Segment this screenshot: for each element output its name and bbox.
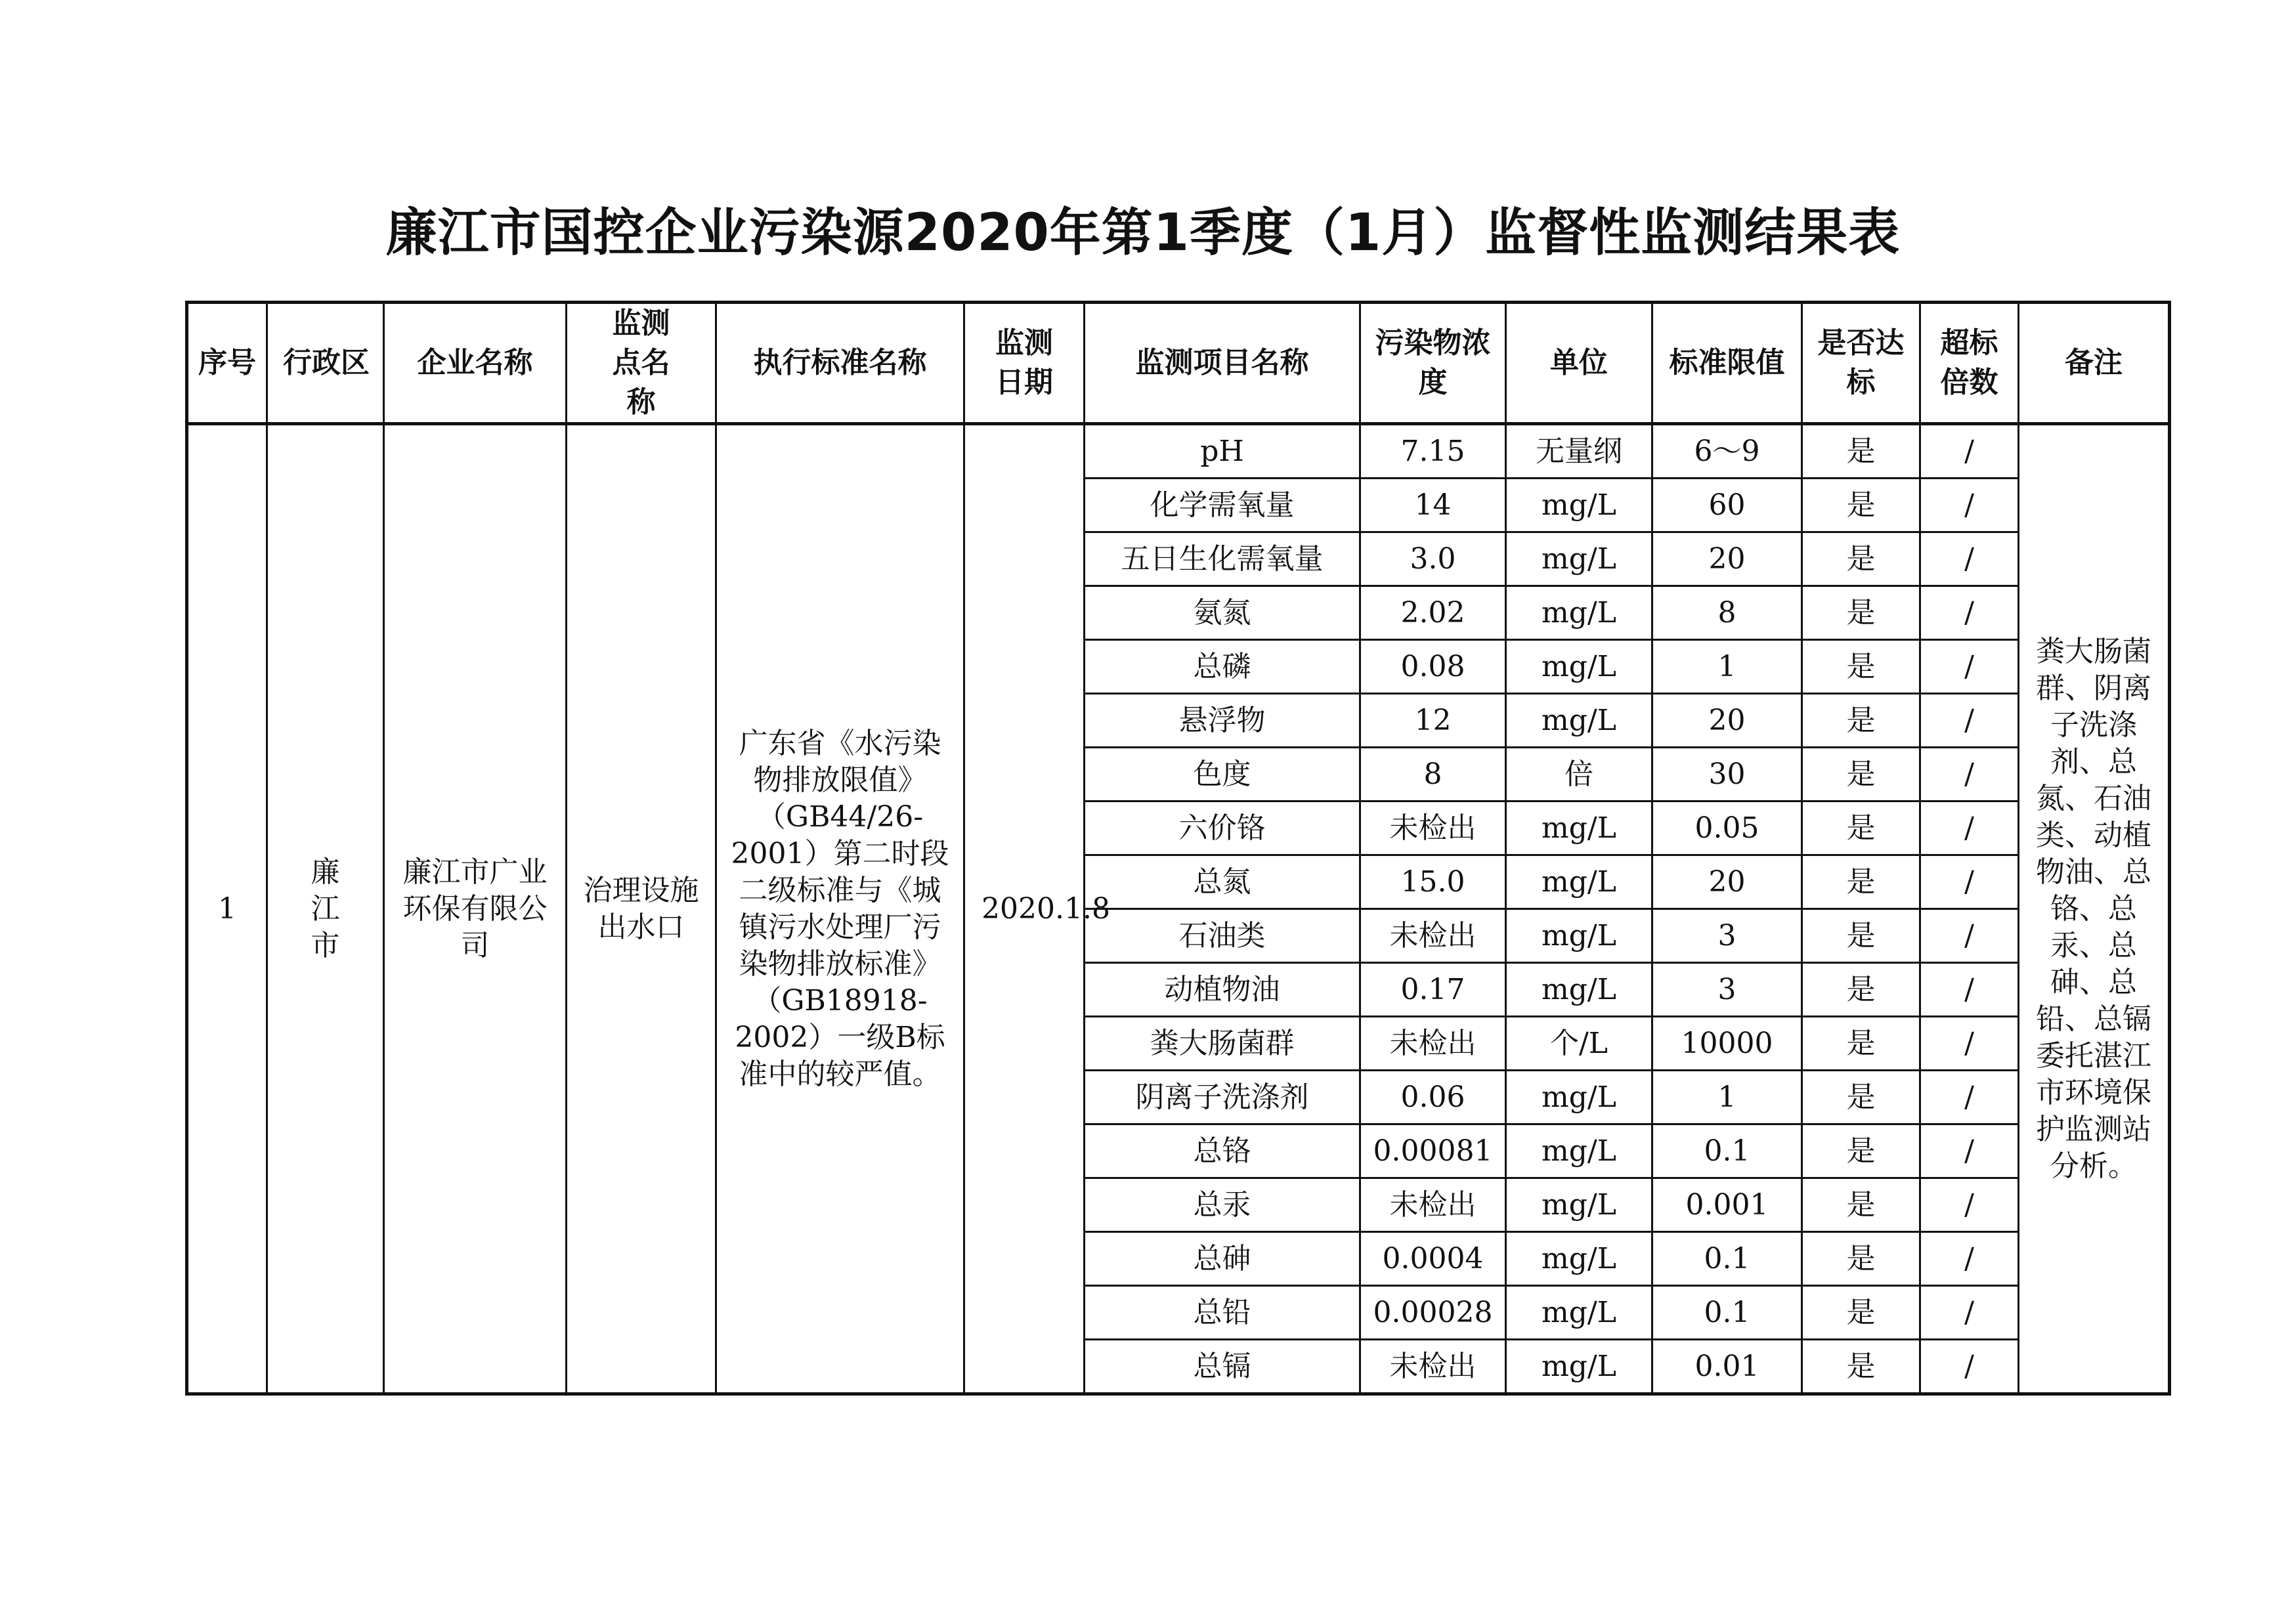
item-name-cell: 总镉: [1085, 1340, 1360, 1394]
unit-cell: mg/L: [1506, 1178, 1652, 1232]
concentration-cell: 0.0004: [1360, 1232, 1506, 1286]
exceed-cell: /: [1920, 1286, 2019, 1340]
item-name-cell: 石油类: [1085, 909, 1360, 963]
concentration-cell: 未检出: [1360, 1017, 1506, 1071]
exceed-cell: /: [1920, 424, 2019, 479]
unit-cell: 个/L: [1506, 1017, 1652, 1071]
compliant-cell: 是: [1802, 1232, 1920, 1286]
limit-cell: 6～9: [1652, 424, 1802, 479]
concentration-cell: 0.08: [1360, 640, 1506, 694]
item-name-cell: 粪大肠菌群: [1085, 1017, 1360, 1071]
unit-cell: mg/L: [1506, 694, 1652, 748]
record-date: 2020.1.8: [964, 424, 1085, 1394]
limit-cell: 3: [1652, 909, 1802, 963]
compliant-cell: 是: [1802, 1178, 1920, 1232]
item-name-cell: 总砷: [1085, 1232, 1360, 1286]
limit-cell: 8: [1652, 586, 1802, 640]
limit-cell: 0.05: [1652, 801, 1802, 855]
header-remark: 备注: [2019, 303, 2170, 424]
compliant-cell: 是: [1802, 424, 1920, 479]
unit-cell: mg/L: [1506, 586, 1652, 640]
item-name-cell: 悬浮物: [1085, 694, 1360, 748]
unit-cell: mg/L: [1506, 801, 1652, 855]
concentration-cell: 15.0: [1360, 855, 1506, 909]
unit-cell: mg/L: [1506, 1071, 1652, 1124]
concentration-cell: 未检出: [1360, 909, 1506, 963]
compliant-cell: 是: [1802, 586, 1920, 640]
unit-cell: 倍: [1506, 748, 1652, 801]
unit-cell: mg/L: [1506, 479, 1652, 532]
record-seq: 1: [187, 424, 267, 1394]
table-body: [187, 424, 2170, 1394]
limit-cell: 60: [1652, 479, 1802, 532]
item-name-cell: 六价铬: [1085, 801, 1360, 855]
exceed-cell: /: [1920, 694, 2019, 748]
exceed-cell: /: [1920, 1178, 2019, 1232]
item-name-cell: 总汞: [1085, 1178, 1360, 1232]
header-exceed: 超标倍数: [1920, 303, 2019, 424]
concentration-cell: 未检出: [1360, 1340, 1506, 1394]
header-seq: 序号: [187, 303, 267, 424]
record-point: 治理设施出水口: [567, 424, 716, 1394]
item-name-cell: pH: [1085, 424, 1360, 479]
compliant-cell: 是: [1802, 1340, 1920, 1394]
concentration-cell: 7.15: [1360, 424, 1506, 479]
record-remark: 粪大肠菌群、阴离子洗涤剂、总氮、石油类、动植物油、总铬、总汞、总砷、总铅、总镉委托湛江市环境保护监测站分析。: [2019, 424, 2170, 1394]
limit-cell: 1: [1652, 640, 1802, 694]
unit-cell: mg/L: [1506, 855, 1652, 909]
concentration-cell: 12: [1360, 694, 1506, 748]
compliant-cell: 是: [1802, 532, 1920, 586]
header-item: 监测项目名称: [1085, 303, 1360, 424]
compliant-cell: 是: [1802, 909, 1920, 963]
item-name-cell: 总铬: [1085, 1124, 1360, 1178]
unit-cell: mg/L: [1506, 640, 1652, 694]
unit-cell: mg/L: [1506, 1286, 1652, 1340]
header-limit: 标准限值: [1652, 303, 1802, 424]
concentration-cell: 0.00028: [1360, 1286, 1506, 1340]
exceed-cell: /: [1920, 586, 2019, 640]
table-row: [187, 424, 2170, 479]
header-date: 监测日期: [964, 303, 1085, 424]
record-company: 廉江市广业环保有限公司: [384, 424, 567, 1394]
limit-cell: 20: [1652, 855, 1802, 909]
compliant-cell: 是: [1802, 694, 1920, 748]
item-name-cell: 五日生化需氧量: [1085, 532, 1360, 586]
concentration-cell: 14: [1360, 479, 1506, 532]
limit-cell: 0.01: [1652, 1340, 1802, 1394]
concentration-cell: 未检出: [1360, 801, 1506, 855]
limit-cell: 0.1: [1652, 1232, 1802, 1286]
limit-cell: 20: [1652, 532, 1802, 586]
page-title: 廉江市国控企业污染源2020年第1季度（1月）监督性监测结果表: [385, 203, 1901, 263]
concentration-cell: 0.06: [1360, 1071, 1506, 1124]
concentration-cell: 0.00081: [1360, 1124, 1506, 1178]
header-concentration: 污染物浓度: [1360, 303, 1506, 424]
limit-cell: 1: [1652, 1071, 1802, 1124]
item-name-cell: 总磷: [1085, 640, 1360, 694]
compliant-cell: 是: [1802, 1071, 1920, 1124]
exceed-cell: /: [1920, 748, 2019, 801]
item-name-cell: 氨氮: [1085, 586, 1360, 640]
exceed-cell: /: [1920, 532, 2019, 586]
compliant-cell: 是: [1802, 748, 1920, 801]
unit-cell: mg/L: [1506, 532, 1652, 586]
item-name-cell: 总铅: [1085, 1286, 1360, 1340]
compliant-cell: 是: [1802, 1286, 1920, 1340]
limit-cell: 0.1: [1652, 1286, 1802, 1340]
concentration-cell: 0.17: [1360, 963, 1506, 1017]
compliant-cell: 是: [1802, 963, 1920, 1017]
concentration-cell: 8: [1360, 748, 1506, 801]
monitoring-results-table: [185, 301, 2171, 1396]
header-district: 行政区: [267, 303, 384, 424]
item-name-cell: 总氮: [1085, 855, 1360, 909]
unit-cell: mg/L: [1506, 909, 1652, 963]
limit-cell: 0.001: [1652, 1178, 1802, 1232]
limit-cell: 3: [1652, 963, 1802, 1017]
record-district: 廉江市: [267, 424, 384, 1394]
item-name-cell: 阴离子洗涤剂: [1085, 1071, 1360, 1124]
exceed-cell: /: [1920, 479, 2019, 532]
exceed-cell: /: [1920, 640, 2019, 694]
exceed-cell: /: [1920, 1232, 2019, 1286]
compliant-cell: 是: [1802, 479, 1920, 532]
item-name-cell: 化学需氧量: [1085, 479, 1360, 532]
compliant-cell: 是: [1802, 801, 1920, 855]
unit-cell: mg/L: [1506, 1232, 1652, 1286]
concentration-cell: 2.02: [1360, 586, 1506, 640]
limit-cell: 20: [1652, 694, 1802, 748]
header-compliant: 是否达标: [1802, 303, 1920, 424]
unit-cell: mg/L: [1506, 1340, 1652, 1394]
exceed-cell: /: [1920, 909, 2019, 963]
exceed-cell: /: [1920, 1017, 2019, 1071]
limit-cell: 10000: [1652, 1017, 1802, 1071]
compliant-cell: 是: [1802, 640, 1920, 694]
record-standard: 广东省《水污染物排放限值》（GB44/26-2001）第二时段二级标准与《城镇污水处理厂污染物排放标准》（GB18918-2002）一级B标准中的较严值。: [716, 424, 964, 1394]
limit-cell: 30: [1652, 748, 1802, 801]
concentration-cell: 3.0: [1360, 532, 1506, 586]
compliant-cell: 是: [1802, 1017, 1920, 1071]
exceed-cell: /: [1920, 1124, 2019, 1178]
header-standard: 执行标准名称: [716, 303, 964, 424]
exceed-cell: /: [1920, 801, 2019, 855]
unit-cell: mg/L: [1506, 963, 1652, 1017]
header-unit: 单位: [1506, 303, 1652, 424]
item-name-cell: 动植物油: [1085, 963, 1360, 1017]
header-company: 企业名称: [384, 303, 567, 424]
exceed-cell: /: [1920, 855, 2019, 909]
item-name-cell: 色度: [1085, 748, 1360, 801]
header-row: [187, 303, 2170, 424]
limit-cell: 0.1: [1652, 1124, 1802, 1178]
header-point: 监测点名称: [567, 303, 716, 424]
compliant-cell: 是: [1802, 855, 1920, 909]
exceed-cell: /: [1920, 963, 2019, 1017]
unit-cell: mg/L: [1506, 1124, 1652, 1178]
compliant-cell: 是: [1802, 1124, 1920, 1178]
exceed-cell: /: [1920, 1071, 2019, 1124]
concentration-cell: 未检出: [1360, 1178, 1506, 1232]
exceed-cell: /: [1920, 1340, 2019, 1394]
table-header: [187, 303, 2170, 424]
unit-cell: 无量纲: [1506, 424, 1652, 479]
